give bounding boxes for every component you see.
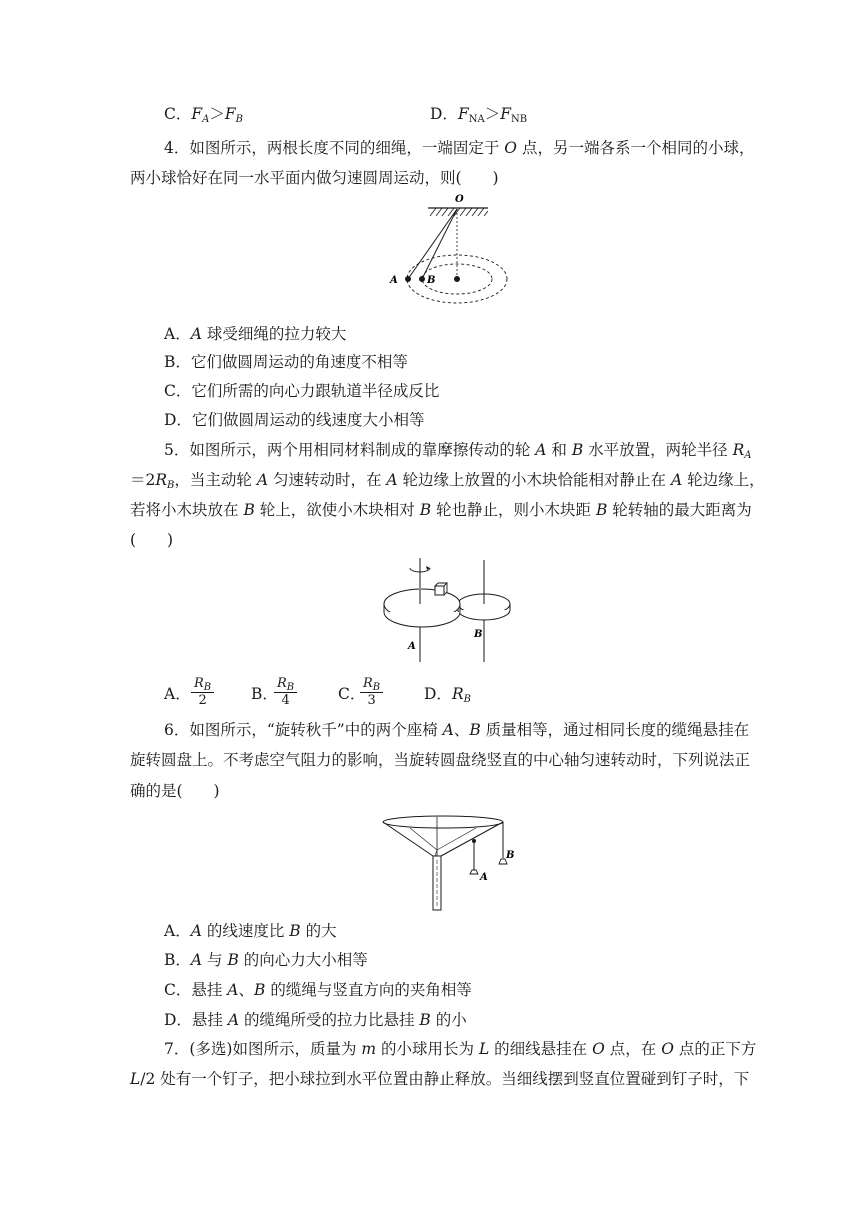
q7-stem-line1: 7．(多选)如图所示，质量为 m 的小球用长为 L 的细线悬挂在 O 点，在 O 点的正下方 — [164, 1040, 757, 1058]
q5-friction-wheels-figure — [380, 556, 530, 666]
q5-option-a-fraction: $\frac{R_B}{2}$ — [191, 676, 214, 709]
q6-stem-line3: 确的是( ) — [130, 782, 220, 800]
q4-option-d: D．它们做圆周运动的线速度大小相等 — [164, 411, 425, 429]
q4-stem-line1: 4．如图所示，两根长度不同的细绳，一端固定于 O 点，另一端各系一个相同的小球， — [164, 139, 755, 157]
q5-option-b-label: B． — [251, 685, 278, 703]
q4-conical-pendulum-figure — [380, 192, 520, 312]
svg-text:A: A — [390, 275, 398, 286]
q6-rotating-swing-figure — [380, 814, 530, 914]
q4-option-a: A．A 球受细绳的拉力较大 — [164, 325, 347, 343]
q5-stem-line4: ( ) — [130, 531, 174, 549]
q5-option-c-label: C． — [338, 685, 366, 703]
q4-option-c: C．它们所需的向心力跟轨道半径成反比 — [164, 382, 440, 400]
q6-option-d: D．悬挂 A 的缆绳所受的拉力比悬挂 B 的小 — [164, 1011, 467, 1029]
q6-stem-line1: 6．如图所示，“旋转秋千”中的两个座椅 A、B 质量相等，通过相同长度的缆绳悬挂在 — [164, 721, 750, 739]
q4-option-b: B．它们做圆周运动的角速度不相等 — [164, 353, 408, 371]
q6-stem-line2: 旋转圆盘上。不考虑空气阻力的影响，当旋转圆盘绕竖直的中心轴匀速转动时，下列说法正 — [130, 751, 751, 769]
q7-stem-line2: L/2 处有一个钉子，把小球拉到水平位置由静止释放。当细线摆到竖直位置碰到钉子时，下 — [130, 1070, 750, 1088]
svg-text:B: B — [427, 275, 436, 286]
svg-text:A: A — [480, 872, 488, 883]
q5-option-d: D．$R_B$ — [424, 685, 471, 705]
svg-text:A: A — [408, 641, 416, 652]
q4-stem-line2: 两小球恰好在同一水平面内做匀速圆周运动，则( ) — [130, 169, 499, 187]
q5-stem-line3: 若将小木块放在 B 轮上，欲使小木块相对 B 轮也静止，则小木块距 B 轮转轴的最大距离为 — [130, 501, 752, 519]
q5-option-c-fraction: $\frac{R_B}{3}$ — [360, 676, 383, 709]
q3-option-d: D．$F_{NA}>F_{NB}$ — [430, 105, 528, 125]
q6-option-a: A．A 的线速度比 B 的大 — [164, 922, 337, 940]
q3-option-c: C．$F_A>F_B$ — [164, 105, 244, 125]
q5-option-b-fraction: $\frac{R_B}{4}$ — [274, 676, 297, 709]
q5-stem-line1: 5．如图所示，两个用相同材料制成的靠摩擦传动的轮 A 和 B 水平放置，两轮半径 $R_A$ — [164, 441, 752, 461]
svg-text:B: B — [474, 629, 483, 640]
q5-stem-line2: $=2R_B$，当主动轮 A 匀速转动时，在 A 轮边缘上放置的小木块恰能相对静止在 A 轮边缘上， — [130, 471, 765, 491]
svg-text:O: O — [455, 194, 464, 205]
q6-option-b: B．A 与 B 的向心力大小相等 — [164, 951, 368, 969]
q6-option-c: C．悬挂 A、B 的缆绳与竖直方向的夹角相等 — [164, 981, 472, 999]
q5-option-a-label: A． — [164, 685, 191, 703]
svg-text:B: B — [506, 850, 515, 861]
